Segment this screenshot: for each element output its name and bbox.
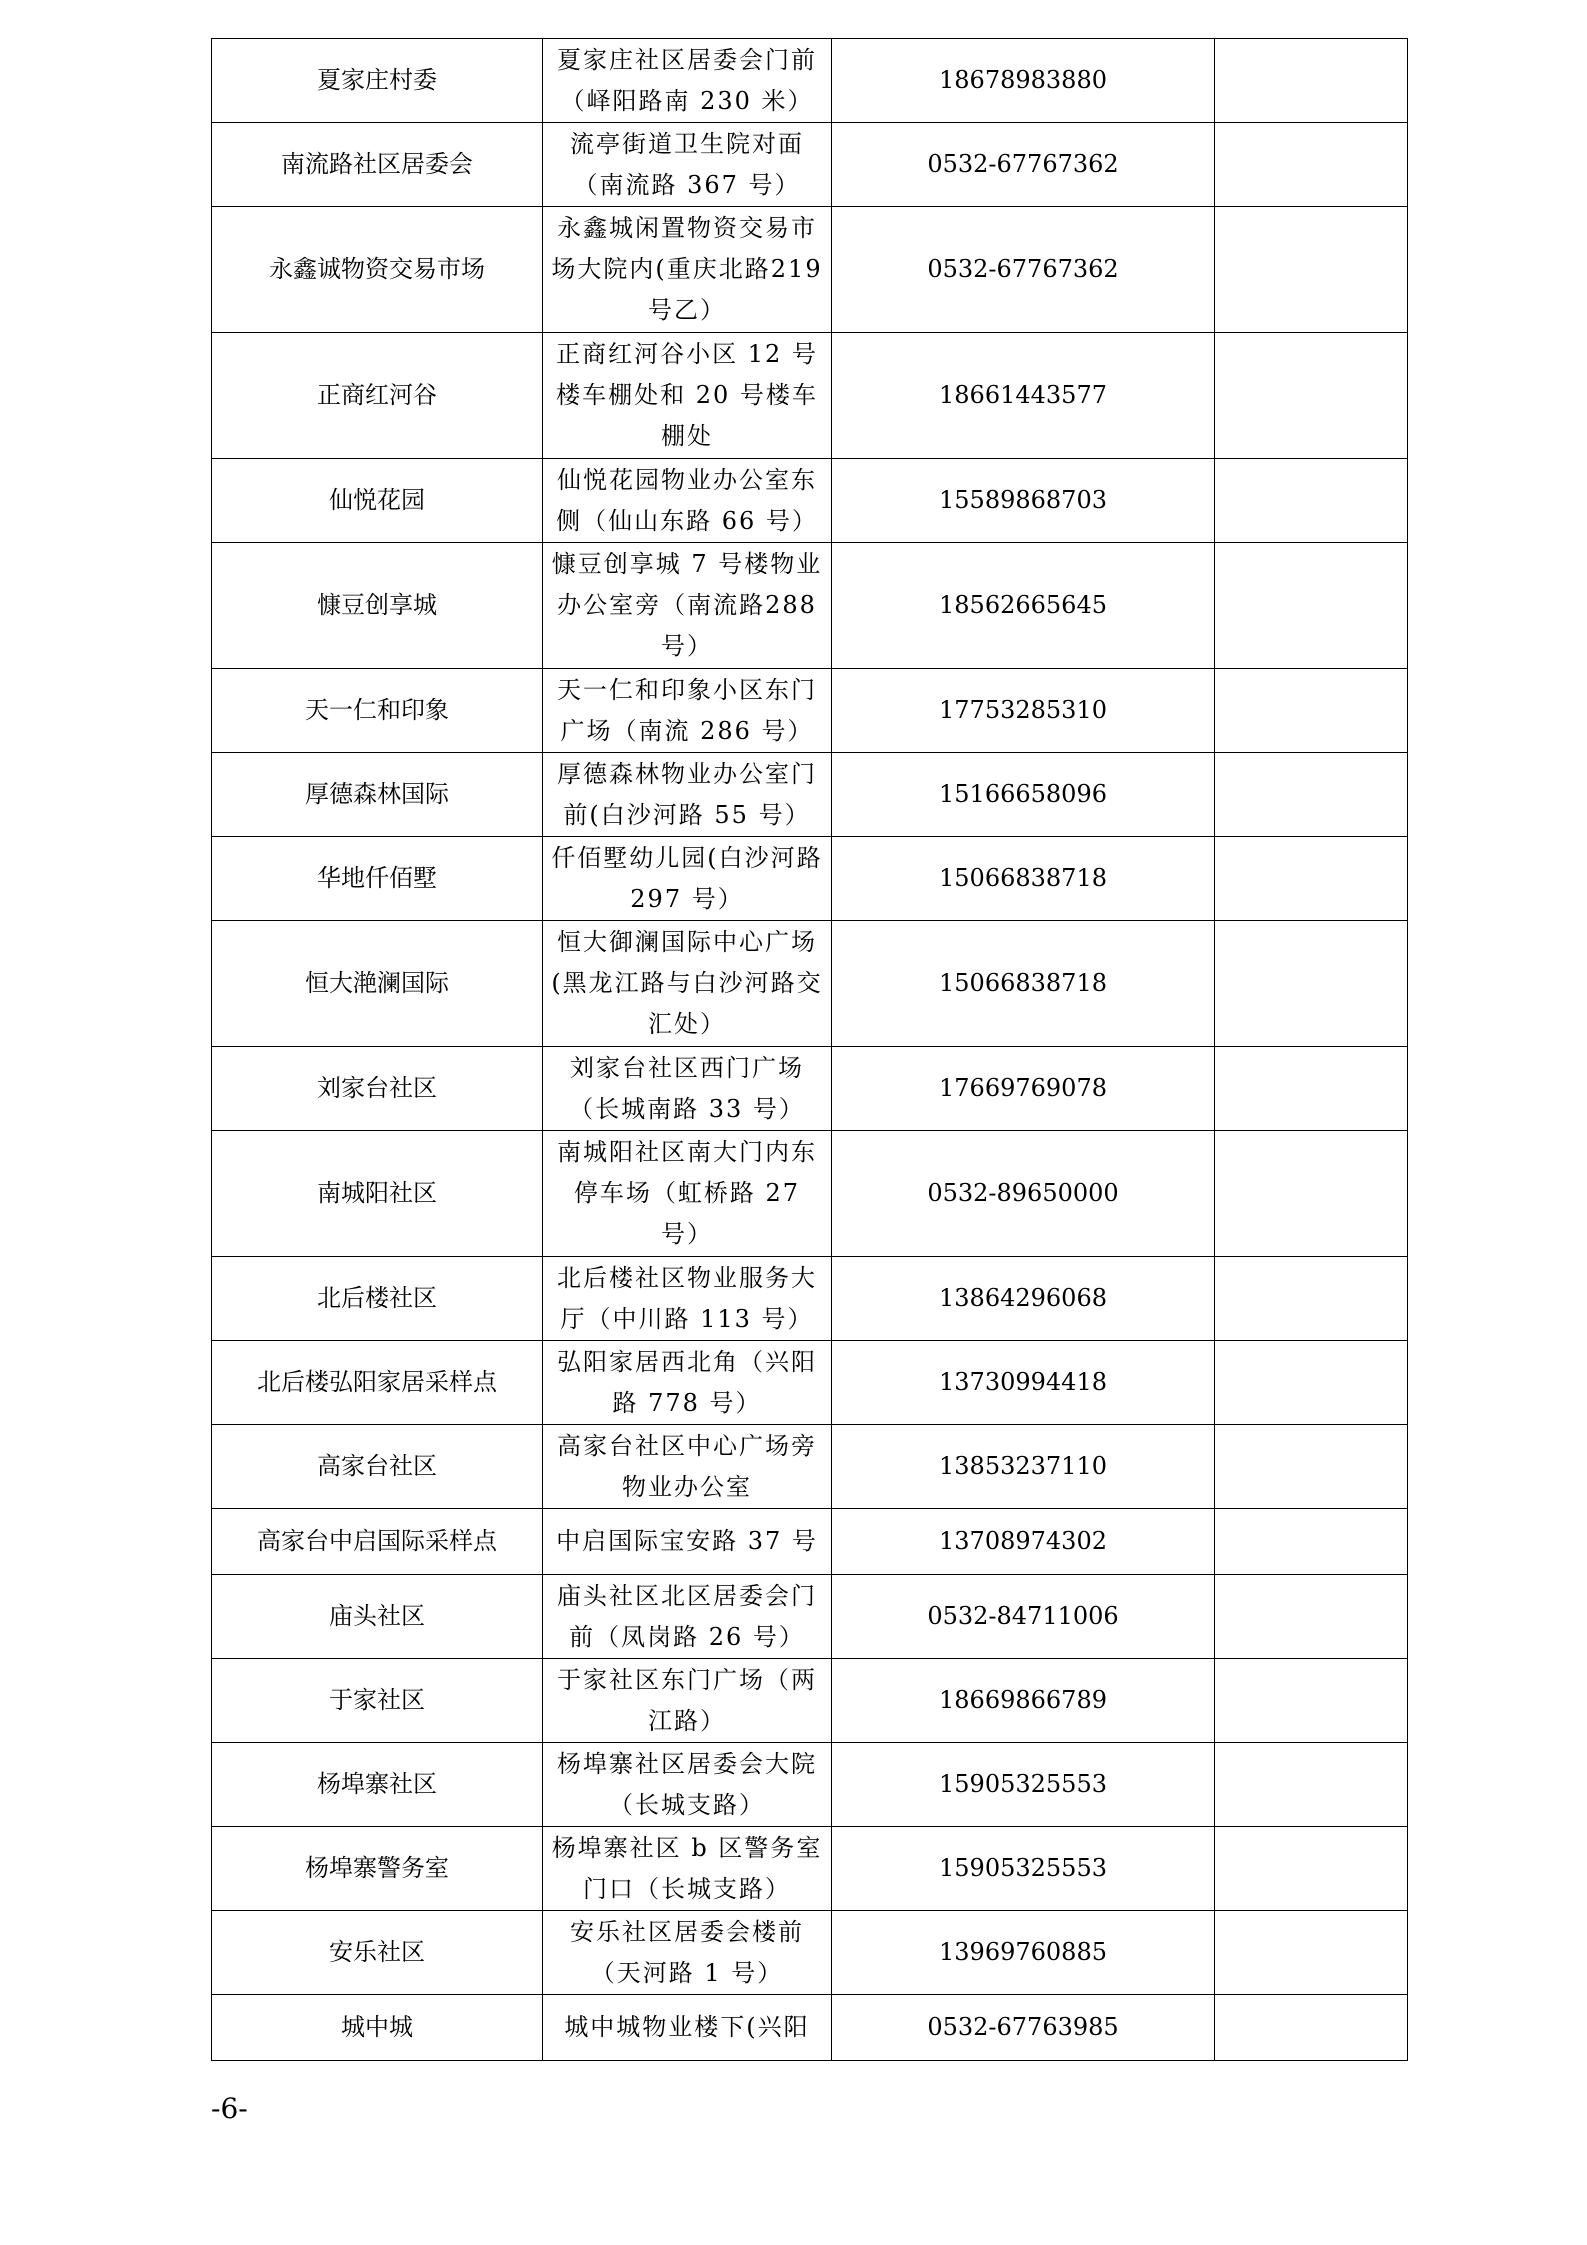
site-location-line: 北后楼社区物业服务 <box>557 1263 791 1292</box>
site-name-cell: 南流路社区居委会 <box>212 123 543 207</box>
site-location-line: 夏家庄社区居委会门 <box>557 45 791 74</box>
site-location-cell <box>543 1575 832 1659</box>
site-location-line: 安乐社区居委会楼前 <box>570 1917 804 1946</box>
site-name-cell: 永鑫诚物资交易市场 <box>212 207 543 333</box>
site-phone-cell: 15166658096 <box>832 753 1215 837</box>
site-name-cell: 北后楼社区 <box>212 1257 543 1341</box>
site-location-line: 旁物业办公室 <box>622 1431 817 1501</box>
site-location-cell <box>543 39 832 123</box>
site-location-cell <box>543 333 832 459</box>
site-location-cell <box>543 1341 832 1425</box>
site-location-line: 东停车场（虹桥路 27 <box>573 1138 817 1207</box>
site-phone-cell: 18678983880 <box>832 39 1215 123</box>
site-note-cell <box>1215 1131 1408 1257</box>
site-location-cell <box>543 1509 832 1575</box>
site-phone-cell: 18669866789 <box>832 1659 1215 1743</box>
site-location-line: （长城南路 33 号） <box>569 1094 805 1123</box>
table-row <box>212 543 1408 669</box>
site-location-line: 杨埠寨社区 b 区警务 <box>551 1833 797 1862</box>
site-note-cell <box>1215 921 1408 1047</box>
site-name-cell: 慷豆创享城 <box>212 543 543 669</box>
site-name-cell: 于家社区 <box>212 1659 543 1743</box>
site-location-line: 弘阳家居西北角（兴阳 <box>557 1347 817 1376</box>
site-location-cell <box>543 669 832 753</box>
site-note-cell <box>1215 1827 1408 1911</box>
site-location-cell <box>543 1827 832 1911</box>
site-location-line: 流亭街道卫生院对面 <box>570 129 804 158</box>
site-location-line: 业办公室旁（南流路 <box>557 550 823 619</box>
site-phone-cell: 17753285310 <box>832 669 1215 753</box>
table-row <box>212 753 1408 837</box>
site-name-cell: 仙悦花园 <box>212 459 543 543</box>
site-name-cell: 天一仁和印象 <box>212 669 543 753</box>
table-row <box>212 837 1408 921</box>
site-location-line: 院（长城支路） <box>609 1749 817 1819</box>
site-phone-cell: 15905325553 <box>832 1743 1215 1827</box>
site-location-line: 刘家台社区西门广场 <box>570 1053 804 1082</box>
table-row <box>212 39 1408 123</box>
table-row <box>212 1131 1408 1257</box>
site-name-cell: 南城阳社区 <box>212 1131 543 1257</box>
table-row <box>212 1659 1408 1743</box>
table-row <box>212 1341 1408 1425</box>
site-name-cell: 庙头社区 <box>212 1575 543 1659</box>
site-name-cell: 正商红河谷 <box>212 333 543 459</box>
site-location-line: 天一仁和印象小区东 <box>557 675 791 704</box>
site-note-cell <box>1215 1257 1408 1341</box>
table-row <box>212 123 1408 207</box>
site-location-cell <box>543 1911 832 1995</box>
site-location-cell <box>543 123 832 207</box>
site-location-line: 棚处 <box>661 422 713 450</box>
site-location-line: 厚德森林物业办公室 <box>557 759 791 788</box>
site-phone-cell: 0532-67763985 <box>832 1995 1215 2061</box>
site-location-line: 庙头社区北区居委会 <box>557 1581 791 1610</box>
site-location-line: 楼车棚处和 20 号楼车 <box>556 381 818 409</box>
site-note-cell <box>1215 1911 1408 1995</box>
site-location-line: 高家台社区中心广场 <box>557 1431 791 1460</box>
site-phone-cell: 13853237110 <box>832 1425 1215 1509</box>
site-phone-cell: 0532-89650000 <box>832 1131 1215 1257</box>
site-location-line: 东侧（仙山东路 66 号） <box>556 465 818 535</box>
site-note-cell <box>1215 207 1408 333</box>
site-location-cell <box>543 921 832 1047</box>
site-note-cell <box>1215 39 1408 123</box>
table-body <box>212 39 1408 2061</box>
site-location-line: 城中城物业楼下(兴阳 <box>564 2013 810 2041</box>
site-name-cell: 厚德森林国际 <box>212 753 543 837</box>
table-row <box>212 333 1408 459</box>
table-row <box>212 1743 1408 1827</box>
site-location-line: 288 号） <box>661 591 817 660</box>
table-row <box>212 1509 1408 1575</box>
site-note-cell <box>1215 1425 1408 1509</box>
site-phone-cell: 13864296068 <box>832 1257 1215 1341</box>
site-location-line: 仙悦花园物业办公室 <box>557 465 791 494</box>
table-row <box>212 1827 1408 1911</box>
site-location-line: 场(黑龙江路与白沙河 <box>551 928 817 997</box>
site-name-cell: 杨埠寨社区 <box>212 1743 543 1827</box>
site-location-cell <box>543 1425 832 1509</box>
site-location-cell <box>543 207 832 333</box>
site-note-cell <box>1215 1341 1408 1425</box>
site-name-cell: 北后楼弘阳家居采样点 <box>212 1341 543 1425</box>
table-row <box>212 1911 1408 1995</box>
site-phone-cell: 17669769078 <box>832 1047 1215 1131</box>
table-row <box>212 669 1408 753</box>
site-name-cell: 高家台中启国际采样点 <box>212 1509 543 1575</box>
table-row <box>212 1047 1408 1131</box>
site-note-cell <box>1215 1509 1408 1575</box>
site-note-cell <box>1215 837 1408 921</box>
site-note-cell <box>1215 1659 1408 1743</box>
site-location-line: 江路） <box>648 1706 726 1735</box>
site-location-line: 市场大院内(重庆北路 <box>551 214 817 283</box>
site-phone-cell: 13969760885 <box>832 1911 1215 1995</box>
site-location-line: 南城阳社区南大门内 <box>557 1138 791 1166</box>
site-location-line: 门前(白沙河路 55 号） <box>563 759 817 829</box>
site-location-line: 门前（凤岗路 26 号） <box>569 1581 817 1651</box>
table-row <box>212 921 1408 1047</box>
site-location-cell <box>543 1131 832 1257</box>
site-phone-cell: 15066838718 <box>832 921 1215 1047</box>
site-name-cell: 城中城 <box>212 1995 543 2061</box>
site-location-cell <box>543 1995 832 2061</box>
site-location-cell <box>543 543 832 669</box>
site-location-cell <box>543 459 832 543</box>
site-note-cell <box>1215 1743 1408 1827</box>
site-location-line: （天河路 1 号） <box>590 1958 784 1987</box>
site-location-cell <box>543 753 832 837</box>
sampling-sites-table <box>211 38 1408 2061</box>
site-name-cell: 夏家庄村委 <box>212 39 543 123</box>
site-location-cell <box>543 1743 832 1827</box>
site-note-cell <box>1215 123 1408 207</box>
site-phone-cell: 18661443577 <box>832 333 1215 459</box>
site-name-cell: 华地仟佰墅 <box>212 837 543 921</box>
site-location-line: 前（峄阳路南 230 米） <box>560 45 817 115</box>
site-phone-cell: 15066838718 <box>832 837 1215 921</box>
site-location-line: 杨埠寨社区居委会大 <box>557 1749 791 1778</box>
site-phone-cell: 13730994418 <box>832 1341 1215 1425</box>
site-location-line: 于家社区东门广场（两 <box>557 1665 817 1694</box>
site-phone-cell: 0532-67767362 <box>832 123 1215 207</box>
site-phone-cell: 15589868703 <box>832 459 1215 543</box>
site-note-cell <box>1215 543 1408 669</box>
site-phone-cell: 15905325553 <box>832 1827 1215 1911</box>
site-name-cell: 刘家台社区 <box>212 1047 543 1131</box>
site-phone-cell: 0532-84711006 <box>832 1575 1215 1659</box>
site-phone-cell: 0532-67767362 <box>832 207 1215 333</box>
site-note-cell <box>1215 1575 1408 1659</box>
site-location-line: 仟佰墅幼儿园(白沙河 <box>551 843 797 872</box>
site-location-cell <box>543 1659 832 1743</box>
site-phone-cell: 18562665645 <box>832 543 1215 669</box>
site-location-cell <box>543 837 832 921</box>
table-row <box>212 1575 1408 1659</box>
site-name-cell: 恒大滟澜国际 <box>212 921 543 1047</box>
site-note-cell <box>1215 753 1408 837</box>
site-name-cell: 安乐社区 <box>212 1911 543 1995</box>
table-row <box>212 1995 1408 2061</box>
site-location-line: 号） <box>661 1220 713 1248</box>
site-location-cell <box>543 1047 832 1131</box>
site-phone-cell: 13708974302 <box>832 1509 1215 1575</box>
site-location-line: 门广场（南流 286 号） <box>560 675 817 745</box>
table-row <box>212 207 1408 333</box>
site-location-line: 恒大御澜国际中心广 <box>557 928 791 956</box>
site-location-line: 219 号乙） <box>648 255 823 324</box>
site-note-cell <box>1215 669 1408 753</box>
site-location-line: 路 297 号） <box>630 843 823 913</box>
table-row <box>212 1257 1408 1341</box>
site-location-line: 永鑫城闲置物资交易 <box>557 214 791 242</box>
site-note-cell <box>1215 333 1408 459</box>
site-location-line: 正商红河谷小区 12 号 <box>556 340 818 368</box>
site-location-line: 室门口（长城支路） <box>583 1833 823 1903</box>
page-number: -6- <box>211 2092 248 2125</box>
site-location-line: 中启国际宝安路 37 号 <box>556 1527 818 1555</box>
site-note-cell <box>1215 1047 1408 1131</box>
site-name-cell: 杨埠寨警务室 <box>212 1827 543 1911</box>
table-row <box>212 1425 1408 1509</box>
site-location-line: 大厅（中川路 113 号） <box>560 1263 817 1333</box>
site-note-cell <box>1215 1995 1408 2061</box>
site-location-line: 慷豆创享城 7 号楼物 <box>551 550 797 578</box>
site-location-line: （南流路 367 号） <box>573 170 801 199</box>
site-location-line: 路交汇处） <box>648 969 823 1038</box>
site-location-line: 路 778 号） <box>612 1388 762 1417</box>
site-name-cell: 高家台社区 <box>212 1425 543 1509</box>
site-note-cell <box>1215 459 1408 543</box>
site-location-cell <box>543 1257 832 1341</box>
table-row <box>212 459 1408 543</box>
